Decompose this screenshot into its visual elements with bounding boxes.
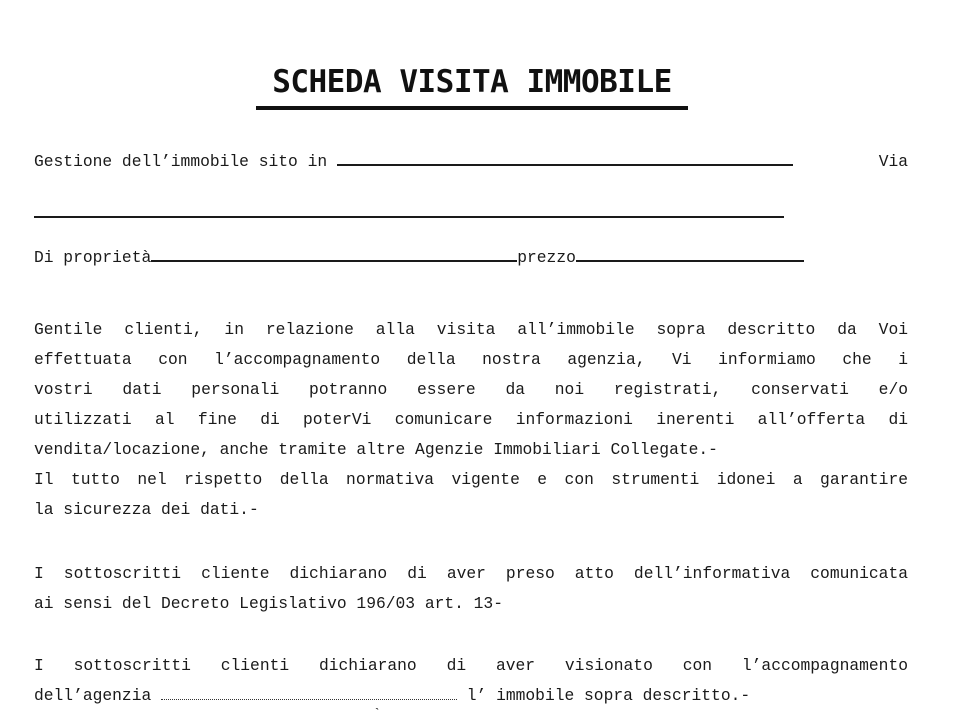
privacy-line: utilizzati al fine di poterVi comunicare informazioni inerenti all’offerta di xyxy=(34,410,908,429)
declaration-line: ai sensi del Decreto Legislativo 196/03 art. 13- xyxy=(34,594,503,613)
document-title: SCHEDA VISITA IMMOBILE xyxy=(256,58,688,110)
location-field[interactable] xyxy=(337,150,793,166)
owner-price-row xyxy=(34,246,908,270)
privacy-line: vostri dati personali potranno essere da noi registrati, conservati e/o xyxy=(34,380,908,399)
agency-field[interactable] xyxy=(161,687,457,700)
location-row xyxy=(34,150,908,174)
agency-label: dell’agenzia xyxy=(34,686,162,705)
declaration-line: I sottoscritti cliente dichiarano di aver preso atto dell’informativa comunicata xyxy=(34,564,908,583)
agency-sentence-end: l’ immobile sopra descritto.- xyxy=(457,686,751,705)
privacy-line: la sicurezza dei dati.- xyxy=(34,500,259,519)
privacy-line: Gentile clienti, in relazione alla visita all’immobile sopra descritto da Voi xyxy=(34,320,908,339)
privacy-line: vendita/locazione, anche tramite altre Agenzie Immobiliari Collegate.- xyxy=(34,440,718,459)
privacy-line: effettuata con l’accompagnamento della nostra agenzia, Vi informiamo che i xyxy=(34,350,908,369)
address-field[interactable] xyxy=(34,216,784,218)
cut-off-text: ` xyxy=(372,708,382,720)
owner-field[interactable] xyxy=(151,246,517,262)
price-label: prezzo xyxy=(517,248,576,267)
location-label: Gestione dell’immobile sito in xyxy=(34,152,337,171)
owner-label: Di proprietà xyxy=(34,248,152,267)
price-field[interactable] xyxy=(576,246,804,262)
agency-row xyxy=(34,684,908,708)
via-label: Via xyxy=(878,152,908,171)
privacy-line: Il tutto nel rispetto della normativa vigente e con strumenti idonei a garantire xyxy=(34,470,908,489)
declaration-line: I sottoscritti clienti dichiarano di aver visionato con l’accompagnamento xyxy=(34,656,908,675)
